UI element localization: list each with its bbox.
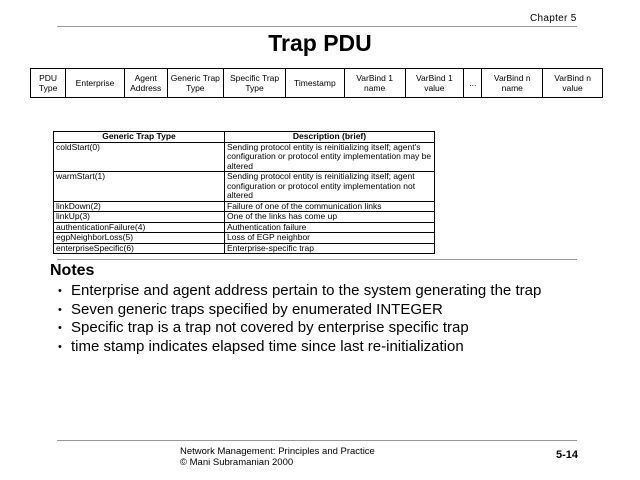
- column-header: Generic Trap Type: [54, 132, 225, 143]
- note-text: time stamp indicates elapsed time since last re-initialization: [71, 337, 464, 355]
- description-cell: Enterprise-specific trap: [225, 243, 435, 254]
- bullet-icon: •: [58, 285, 62, 297]
- note-text: Enterprise and agent address pertain to the system generating the trap: [71, 282, 542, 299]
- list-item: [58, 320, 618, 337]
- description-cell: Failure of one of the communication links: [225, 201, 435, 212]
- footer-divider: [57, 440, 577, 441]
- column-header: Description (brief): [225, 132, 435, 143]
- bullet-icon: •: [58, 340, 62, 353]
- notes-divider: [57, 259, 577, 260]
- pdu-field: Timestamp: [286, 69, 345, 98]
- trap-type-cell: enterpriseSpecific(6): [54, 243, 225, 254]
- list-item: [58, 283, 618, 300]
- list-item: [58, 339, 618, 356]
- top-divider: [57, 26, 577, 27]
- trap-type-cell: warmStart(1): [54, 172, 225, 202]
- pdu-field: Enterprise: [66, 69, 125, 98]
- slide-title: Trap PDU: [268, 30, 372, 56]
- description-cell: Authentication failure: [225, 222, 435, 233]
- note-text: Specific trap is a trap not covered by enterprise specific trap: [71, 319, 469, 336]
- description-cell: Sending protocol entity is reinitializing itself; agent's configuration or protocol entity implementation may be altered: [225, 142, 435, 172]
- trap-type-cell: egpNeighborLoss(5): [54, 233, 225, 244]
- pdu-field: Agent Address: [124, 69, 167, 98]
- bullet-icon: •: [58, 303, 62, 316]
- page-number: 5-14: [556, 449, 579, 461]
- notes-list: [58, 283, 618, 357]
- table-row: [54, 233, 435, 244]
- list-item: [58, 302, 618, 319]
- footer-copyright: © Mani Subramanian 2000: [180, 457, 294, 468]
- pdu-field: VarBind 1 name: [344, 69, 405, 98]
- trap-type-cell: coldStart(0): [54, 142, 225, 172]
- description-cell: Sending protocol entity is reinitializing itself; agent configuration or protocol entity implementation not altered: [225, 172, 435, 202]
- footer-book-title: Network Management: Principles and Practice: [180, 446, 375, 457]
- table-row: [54, 142, 435, 172]
- note-text: Seven generic traps specified by enumerated INTEGER: [71, 300, 443, 318]
- trap-type-cell: linkUp(3): [54, 212, 225, 223]
- chapter-label: Chapter 5: [530, 13, 577, 24]
- notes-heading: Notes: [50, 262, 95, 279]
- trap-type-cell: authenticationFailure(4): [54, 222, 225, 233]
- pdu-field: PDU Type: [31, 69, 66, 98]
- pdu-field: Generic Trap Type: [167, 69, 224, 98]
- trap-pdu-diagram: [30, 68, 603, 98]
- table-row: [54, 201, 435, 212]
- table-row: [54, 212, 435, 223]
- pdu-field: VarBind 1 value: [405, 69, 464, 98]
- bullet-icon: •: [58, 322, 62, 334]
- pdu-field: ...: [464, 69, 482, 98]
- pdu-field-row: [31, 69, 603, 98]
- pdu-field: VarBind n value: [543, 69, 603, 98]
- table-row: [54, 243, 435, 254]
- table-row: [54, 222, 435, 233]
- description-cell: Loss of EGP neighbor: [225, 233, 435, 244]
- pdu-field: VarBind n name: [482, 69, 543, 98]
- description-cell: One of the links has come up: [225, 212, 435, 223]
- table-row: [54, 172, 435, 202]
- footer-credit: [180, 446, 375, 468]
- table-header-row: [54, 132, 435, 143]
- generic-trap-table: [53, 131, 435, 254]
- pdu-field: Specific Trap Type: [224, 69, 286, 98]
- trap-type-cell: linkDown(2): [54, 201, 225, 212]
